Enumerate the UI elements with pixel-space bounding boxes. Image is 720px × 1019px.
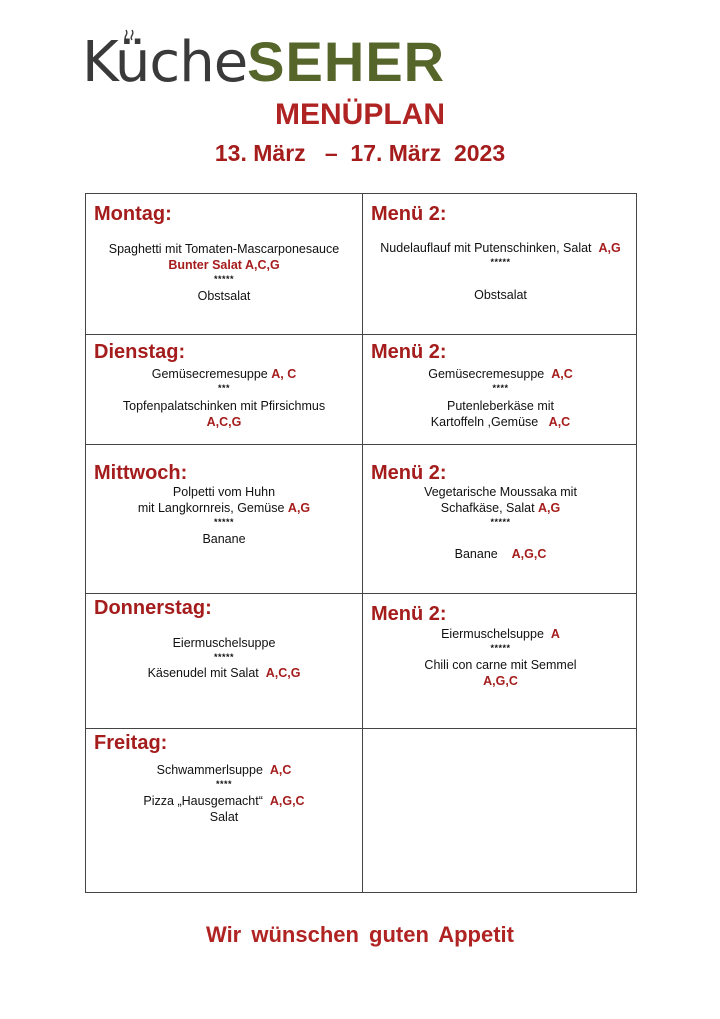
separator-stars: ***** <box>213 517 234 527</box>
menu-line <box>86 794 362 808</box>
allergen-codes: A,G <box>598 241 621 255</box>
day-heading: Donnerstag: <box>94 597 212 619</box>
menu-line <box>363 241 638 255</box>
menu-line: Salat <box>209 810 239 824</box>
cell-donnerstag-menu2 <box>363 594 638 728</box>
allergen-codes: A,G <box>287 501 311 515</box>
separator-stars: ***** <box>490 257 511 267</box>
menu-line <box>363 627 638 641</box>
menu-text: mit Langkornreis, Gemüse <box>137 501 285 515</box>
cell-empty <box>363 729 638 893</box>
menu-text: Gemüsecremesuppe <box>428 367 545 381</box>
menu-line <box>363 501 638 515</box>
menu2-heading: Menü 2: <box>371 603 447 625</box>
cell-montag-menu2 <box>363 194 638 334</box>
allergen-codes: A <box>550 627 560 641</box>
menu-line <box>86 367 362 381</box>
allergen-codes: A,C,G <box>265 666 301 680</box>
cell-mittwoch <box>86 445 362 593</box>
page-title: MENÜPLAN <box>275 98 445 131</box>
menu-line: Eiermuschelsuppe <box>172 636 276 650</box>
menu-line: Spaghetti mit Tomaten-Mascarponesauce <box>108 242 340 256</box>
menu-line: Vegetarische Moussaka mit <box>424 485 577 499</box>
steam-icon <box>121 28 141 42</box>
menu-line: Banane <box>202 532 246 546</box>
menu-line: Putenleberkäse mit <box>446 399 554 413</box>
menu-line: Topfenpalatschinken mit Pfirsichmus <box>122 399 326 413</box>
separator-stars: **** <box>215 779 232 789</box>
closing-message: Wir wünschen guten Appetit <box>206 922 514 947</box>
allergen-codes: A,G,C <box>269 794 305 808</box>
logo-text-seher: SEHER <box>247 30 446 93</box>
allergen-codes: A,C <box>548 415 571 429</box>
separator-stars: ***** <box>490 517 511 527</box>
menu-line-allergens: Bunter Salat A,C,G <box>168 258 280 272</box>
allergen-codes: A, C <box>271 367 297 381</box>
menu-line <box>363 367 638 381</box>
menu2-heading: Menü 2: <box>371 341 447 363</box>
menu-line <box>86 501 362 515</box>
menu-line <box>363 415 638 429</box>
day-heading: Montag: <box>94 203 172 225</box>
allergen-codes: A,G,C <box>511 547 547 561</box>
day-heading: Freitag: <box>94 732 168 754</box>
menu2-heading: Menü 2: <box>371 203 447 225</box>
menu-table <box>85 193 637 893</box>
menu-text: Gemüsecremesuppe <box>151 367 268 381</box>
menu-text: Käsenudel mit Salat <box>147 666 259 680</box>
separator-stars: ***** <box>213 274 234 284</box>
cell-mittwoch-menu2 <box>363 445 638 593</box>
allergen-codes: A,C <box>269 763 292 777</box>
separator-stars: *** <box>217 383 230 393</box>
menu-text: Kartoffeln ,Gemüse <box>430 415 539 429</box>
menu-line <box>86 666 362 680</box>
day-heading: Mittwoch: <box>94 462 188 484</box>
cell-freitag <box>86 729 362 893</box>
menu-line: Obstsalat <box>197 289 251 303</box>
cell-donnerstag <box>86 594 362 728</box>
menu-text: Schafkäse, Salat <box>440 501 535 515</box>
separator-stars: ***** <box>213 652 234 662</box>
allergen-codes: A,G,C <box>483 674 518 688</box>
cell-montag <box>86 194 362 334</box>
cell-dienstag <box>86 335 362 444</box>
menu-text: Pizza „Hausgemacht“ <box>143 794 263 808</box>
menu-line: Chili con carne mit Semmel <box>424 658 577 672</box>
date-range: 13. März – 17. März 2023 <box>214 140 506 166</box>
menu-line <box>363 547 638 561</box>
logo-text-kueche: Küche <box>82 30 248 95</box>
separator-stars: **** <box>492 383 509 393</box>
allergen-codes: A,C <box>551 367 573 381</box>
menu-line: Obstsalat <box>474 288 527 302</box>
day-heading: Dienstag: <box>94 341 186 363</box>
menu-text: Eiermuschelsuppe <box>441 627 544 641</box>
allergen-codes: A,C,G <box>206 415 242 429</box>
menu-text: Nudelauflauf mit Putenschinken, Salat <box>380 241 592 255</box>
menu-text: Schwammerlsuppe <box>156 763 263 777</box>
menu-line <box>86 763 362 777</box>
cell-dienstag-menu2 <box>363 335 638 444</box>
separator-stars: ***** <box>490 643 511 653</box>
menu2-heading: Menü 2: <box>371 462 447 484</box>
menu-line: Polpetti vom Huhn <box>172 485 276 499</box>
menu-text: Banane <box>454 547 498 561</box>
allergen-codes: A,G <box>538 501 561 515</box>
